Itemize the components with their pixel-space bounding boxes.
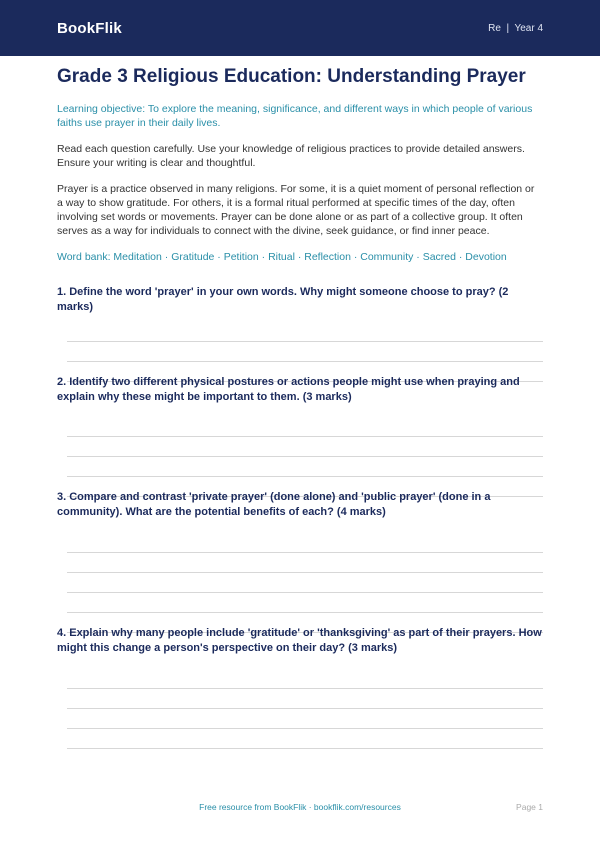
question-block [57, 375, 543, 497]
question-text: 4. Explain why many people include 'gratitude' or 'thanksgiving' as part of their prayers. How might this change a person's perspective on their day? (3 marks) [57, 627, 542, 654]
answer-line[interactable] [67, 456, 543, 457]
answer-line[interactable] [67, 572, 543, 573]
learning-objective: Learning objective: To explore the meaning, significance, and different ways in which people of various faiths use prayer in their daily lives. [57, 103, 533, 129]
answer-line[interactable] [67, 361, 543, 362]
answer-line[interactable] [67, 688, 543, 689]
answer-line[interactable] [67, 748, 543, 749]
worksheet-content [0, 56, 600, 749]
page-title: Grade 3 Religious Education: Understanding Prayer [57, 66, 526, 87]
question-text: 3. Compare and contrast 'private prayer' (done alone) and 'public prayer' (done in a community). What are the potential benefits of each? (4 marks) [57, 491, 491, 518]
answer-line[interactable] [67, 728, 543, 729]
answer-area[interactable] [57, 688, 543, 749]
question-text: 2. Identify two different physical postures or actions people might use when praying and explain why these might be important to them. (3 marks) [57, 376, 520, 403]
answer-area[interactable] [57, 552, 543, 633]
answer-line[interactable] [67, 436, 543, 437]
answer-area[interactable] [57, 436, 543, 497]
question-text: 1. Define the word 'prayer' in your own words. Why might someone choose to pray? (2 marks) [57, 286, 509, 313]
word-bank: Word bank: Meditation · Gratitude · Petition · Ritual · Reflection · Community · Sacred · Devotion [57, 251, 507, 263]
answer-line[interactable] [67, 341, 543, 342]
intro-paragraph: Prayer is a practice observed in many religions. For some, it is a quiet moment of personal reflection or a way to show gratitude. For others, it is a formal ritual performed at specific times of the day, often involving set words or movements. Prayer can be done alone or as part of a collective group. It often serves as a way for individuals to connect with the divine, seek guidance, or find inner peace. [57, 183, 535, 237]
answer-line[interactable] [67, 592, 543, 593]
header-bar [0, 0, 600, 56]
answer-line[interactable] [67, 708, 543, 709]
brand-logo[interactable]: BookFlik [57, 19, 122, 37]
answer-line[interactable] [67, 612, 543, 613]
answer-line[interactable] [67, 476, 543, 477]
question-block [57, 285, 543, 382]
answer-line[interactable] [67, 552, 543, 553]
question-block [57, 626, 543, 749]
footer-resource-link[interactable]: Free resource from BookFlik · bookflik.com/resources [199, 802, 401, 812]
question-block [57, 490, 543, 633]
page-number: Page 1 [516, 802, 543, 812]
instructions: Read each question carefully. Use your knowledge of religious practices to provide detailed answers. Ensure your writing is clear and thoughtful. [57, 143, 525, 169]
subject-year-label: Re | Year 4 [488, 22, 543, 34]
